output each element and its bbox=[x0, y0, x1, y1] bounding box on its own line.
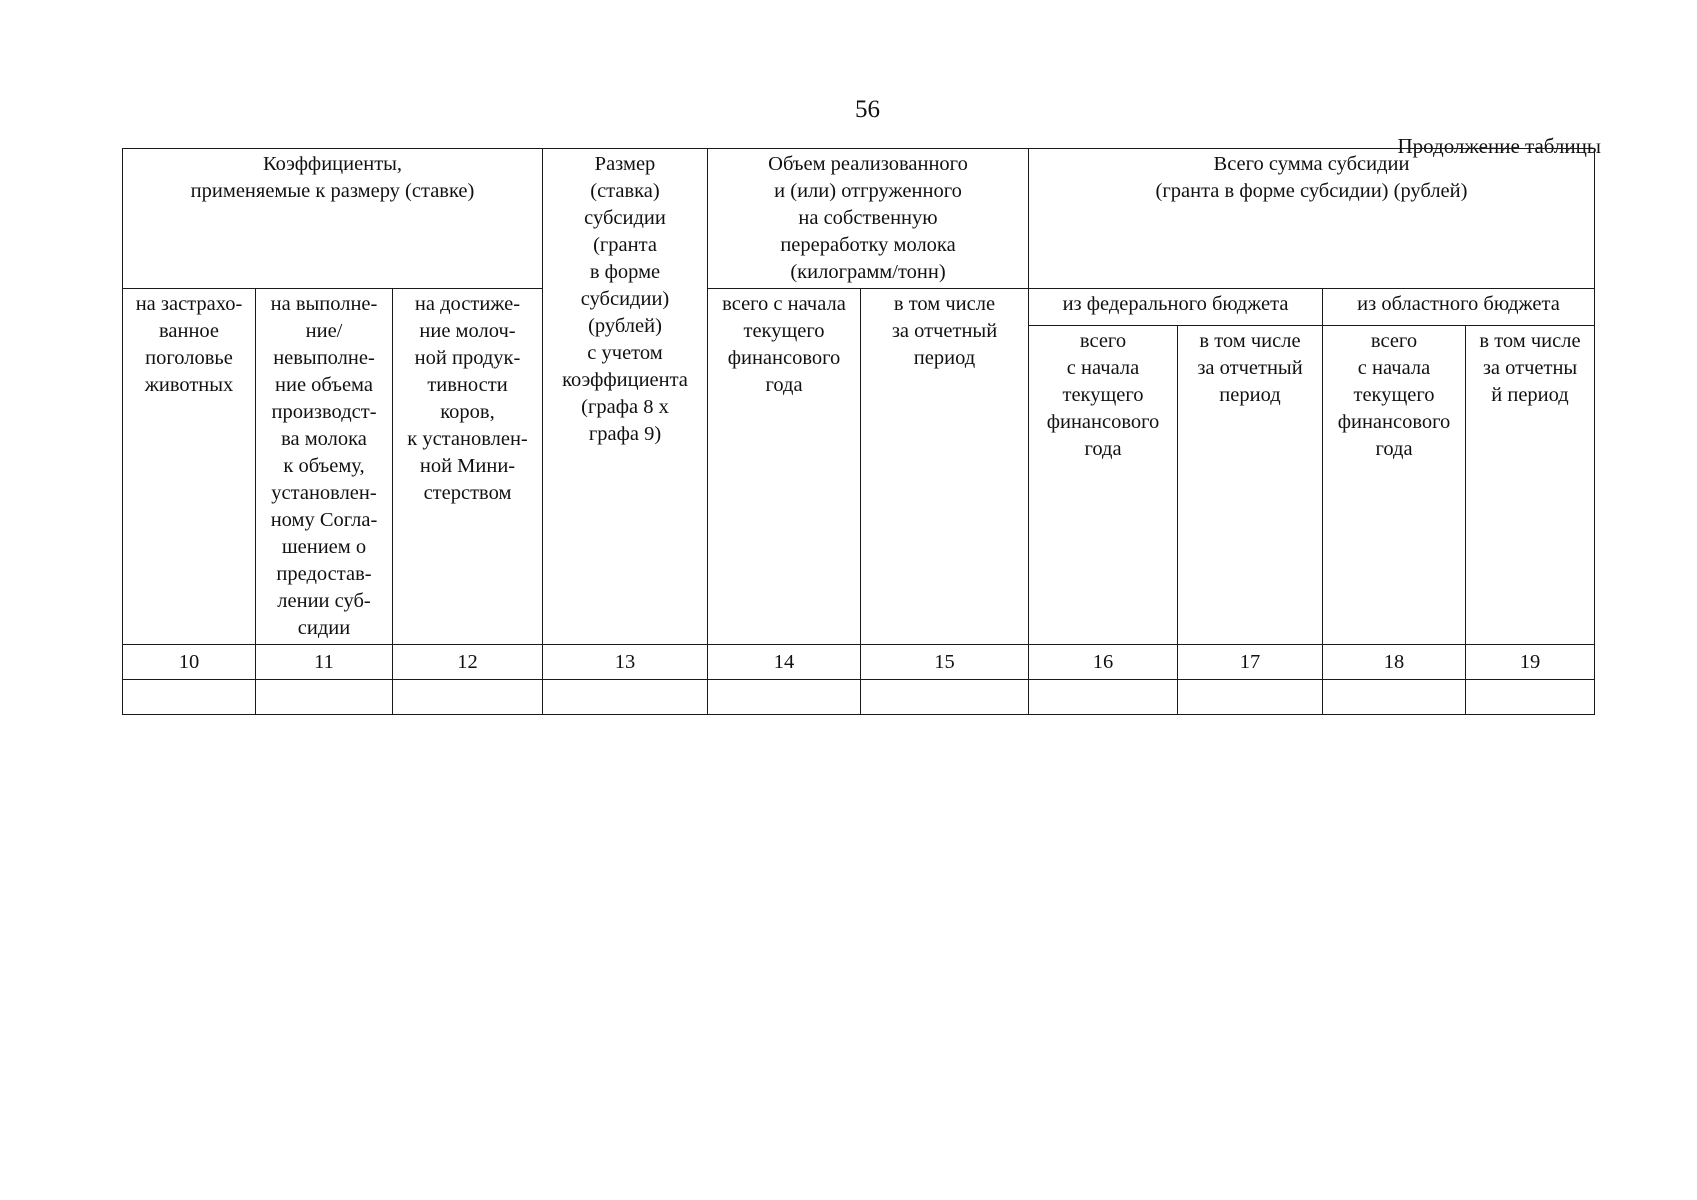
page-number: 56 bbox=[855, 96, 880, 123]
column-number: 11 bbox=[256, 645, 393, 680]
table-cell bbox=[861, 680, 1029, 715]
header-rate: Размер (ставка) субсидии (гранта в форме субсидии) (рублей) с учетом коэффициента (графа 8 х графа 9) bbox=[543, 149, 708, 645]
column-number: 16 bbox=[1029, 645, 1178, 680]
column-number: 13 bbox=[543, 645, 708, 680]
table-cell bbox=[1323, 680, 1466, 715]
header-federal-period: в том числе за отчетный период bbox=[1178, 325, 1323, 644]
table-cell bbox=[543, 680, 708, 715]
column-number: 15 bbox=[861, 645, 1029, 680]
column-number: 10 bbox=[123, 645, 256, 680]
subsidy-table bbox=[122, 148, 1595, 715]
header-row-subgroups bbox=[123, 289, 1595, 326]
table-cell bbox=[708, 680, 861, 715]
header-coef-insured: на застрахо- ванное поголовье животных bbox=[123, 289, 256, 645]
table-continuation-label: Продолжение таблицы bbox=[1397, 134, 1601, 158]
header-federal-budget: из федерального бюджета bbox=[1029, 289, 1323, 326]
table-cell bbox=[393, 680, 543, 715]
table-cell bbox=[1029, 680, 1178, 715]
column-number: 18 bbox=[1323, 645, 1466, 680]
table-cell bbox=[1466, 680, 1595, 715]
column-number: 12 bbox=[393, 645, 543, 680]
column-number-row bbox=[123, 645, 1595, 680]
column-number: 17 bbox=[1178, 645, 1323, 680]
header-volume-period: в том числе за отчетный период bbox=[861, 289, 1029, 645]
header-coef-productivity: на достиже- ние молоч- ной продук- тивности коров, к установлен- ной Мини- стерством bbox=[393, 289, 543, 645]
header-row-groups bbox=[123, 149, 1595, 289]
header-regional-budget: из областного бюджета bbox=[1323, 289, 1595, 326]
header-regional-period: в том числе за отчетны й период bbox=[1466, 325, 1595, 644]
header-volume-total: всего с начала текущего финансового года bbox=[708, 289, 861, 645]
header-coef-volume: на выполне- ние/ невыполне- ние объема производст- ва молока к объему, установлен- ному Согла- шением о предостав- лении суб- сидии bbox=[256, 289, 393, 645]
column-number: 19 bbox=[1466, 645, 1595, 680]
table-cell bbox=[1178, 680, 1323, 715]
header-federal-total: всего с начала текущего финансового года bbox=[1029, 325, 1178, 644]
header-regional-total: всего с начала текущего финансового года bbox=[1323, 325, 1466, 644]
header-volume: Объем реализованного и (или) отгруженного на собственную переработку молока (килограмм/тонн) bbox=[708, 149, 1029, 289]
table-row bbox=[123, 680, 1595, 715]
column-number: 14 bbox=[708, 645, 861, 680]
header-subsidy-total: Всего сумма субсидии (гранта в форме субсидии) (рублей) bbox=[1029, 149, 1595, 289]
header-coefficients: Коэффициенты, применяемые к размеру (ставке) bbox=[123, 149, 543, 289]
table-cell bbox=[123, 680, 256, 715]
table-cell bbox=[256, 680, 393, 715]
